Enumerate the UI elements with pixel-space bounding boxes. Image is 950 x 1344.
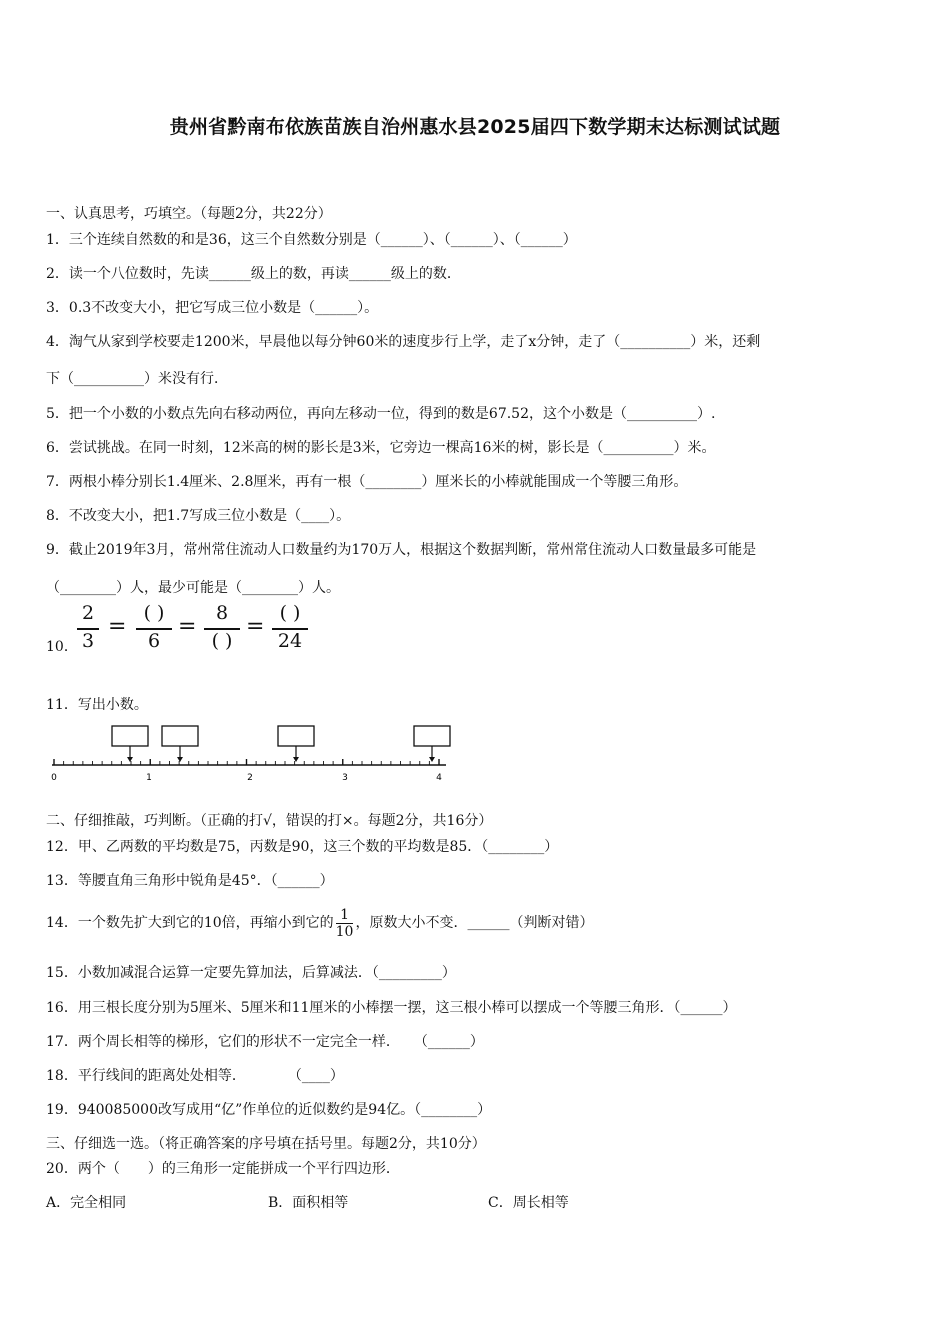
fraction-numerator: 8 [215, 602, 229, 624]
question-13: 13．等腰直角三角形中锐角是45°．（______） [46, 873, 334, 889]
question-1: 1．三个连续自然数的和是36，这三个自然数分别是（______）、（______）、（______） [46, 232, 577, 248]
pointer-arrow-icon [293, 757, 299, 762]
tick-label-0: 0 [51, 773, 57, 783]
question-7: 7．两根小棒分别长1.4厘米、2.8厘米，再有一根（________）厘米长的小棒就能围成一个等腰三角形。 [46, 474, 688, 490]
pointer-arrow-icon [177, 757, 183, 762]
page-title: 贵州省黔南布依族苗族自治州惠水县2025届四下数学期末达标测试试题 [169, 116, 781, 138]
tick-label-1: 1 [146, 773, 152, 783]
fraction-denominator: 10 [335, 923, 354, 940]
equals-sign: = [108, 614, 127, 639]
answer-box-frame[interactable] [162, 726, 198, 746]
question-4-line-1: 4．淘气从家到学校要走1200米，早晨他以每分钟60米的速度步行上学，走了x分钟，走了（__________）米，还剩 [46, 334, 761, 350]
fraction-denominator: 24 [277, 630, 303, 652]
answer-box-frame[interactable] [112, 726, 148, 746]
fraction-numerator: ( ) [279, 602, 301, 624]
question-20: 20．两个（ ）的三角形一定能拼成一个平行四边形． [46, 1161, 400, 1177]
fraction-denominator: 6 [147, 630, 161, 652]
number-line-ticks [54, 759, 439, 765]
question-16: 16．用三根长度分别为5厘米、5厘米和11厘米的小棒摆一摆，这三根小棒可以摆成一个等腰三角形．（______） [46, 1000, 737, 1016]
equals-sign: = [178, 614, 197, 639]
question-14-part-2: ，原数大小不变．______（判断对错） [355, 915, 594, 931]
question-8: 8．不改变大小，把1.7写成三位小数是（____）。 [46, 508, 351, 524]
question-6: 6．尝试挑战。在同一时刻，12米高的树的影长是3米，它旁边一棵高16米的树，影长是（__________）米。 [46, 440, 716, 456]
number-line-figure [46, 722, 456, 784]
fraction-denominator: ( ) [211, 630, 233, 652]
question-12: 12．甲、乙两数的平均数是75，丙数是90，这三个数的平均数是85．（________） [46, 839, 559, 855]
question-4-line-2: 下（__________）米没有行． [46, 371, 228, 387]
fraction-denominator: 3 [81, 630, 95, 652]
option-c: C．周长相等 [488, 1195, 569, 1211]
fraction-numerator: 2 [81, 602, 95, 624]
answer-box-2[interactable] [162, 726, 198, 762]
q10-fraction-equation [70, 600, 330, 660]
question-14-part-1: 14．一个数先扩大到它的10倍，再缩小到它的 [46, 915, 334, 931]
answer-box-frame[interactable] [278, 726, 314, 746]
pointer-arrow-icon [127, 757, 133, 762]
fraction-numerator: ( ) [143, 602, 165, 624]
answer-box-1[interactable] [112, 726, 148, 762]
question-17: 17．两个周长相等的梯形，它们的形状不一定完全一样． （______） [46, 1034, 484, 1050]
question-11: 11．写出小数。 [46, 697, 148, 713]
section-2-heading: 二、仔细推敲，巧判断。（正确的打√，错误的打×。每题2分，共16分） [46, 813, 493, 829]
tick-label-3: 3 [342, 773, 348, 783]
section-1-heading: 一、认真思考，巧填空。（每题2分，共22分） [46, 206, 332, 222]
question-18: 18．平行线间的距离处处相等． （____） [46, 1068, 344, 1084]
answer-box-3[interactable] [278, 726, 314, 762]
answer-boxes [112, 726, 450, 762]
equals-sign: = [246, 614, 265, 639]
fraction-1-10 [336, 907, 354, 940]
tick-label-4: 4 [436, 773, 442, 783]
option-b: B．面积相等 [268, 1195, 349, 1211]
number-line-labels [51, 773, 442, 783]
question-19: 19．940085000改写成用“亿”作单位的近似数约是94亿。（________） [46, 1102, 492, 1118]
option-a: A．完全相同 [46, 1195, 127, 1211]
tick-label-2: 2 [247, 773, 253, 783]
question-9-line-1: 9．截止2019年3月，常州常住流动人口数量约为170万人，根据这个数据判断，常州常住流动人口数量最多可能是 [46, 542, 757, 558]
question-15: 15．小数加减混合运算一定要先算加法，后算减法．（_________） [46, 965, 456, 981]
answer-box-4[interactable] [414, 726, 450, 762]
answer-box-frame[interactable] [414, 726, 450, 746]
pointer-arrow-icon [429, 757, 435, 762]
question-9-line-2: （________）人，最少可能是（________）人。 [46, 580, 340, 596]
section-3-heading: 三、仔细选一选。（将正确答案的序号填在括号里。每题2分，共10分） [46, 1136, 486, 1152]
question-5: 5．把一个小数的小数点先向右移动两位，再向左移动一位，得到的数是67.52，这个小数是（__________）. [46, 406, 716, 422]
question-2: 2．读一个八位数时，先读______级上的数，再读______级上的数． [46, 266, 461, 282]
question-10: 10． [46, 639, 78, 655]
question-14 [46, 903, 593, 943]
fraction-numerator: 1 [340, 906, 350, 923]
question-3: 3．0.3不改变大小，把它写成三位小数是（______）。 [46, 300, 379, 316]
